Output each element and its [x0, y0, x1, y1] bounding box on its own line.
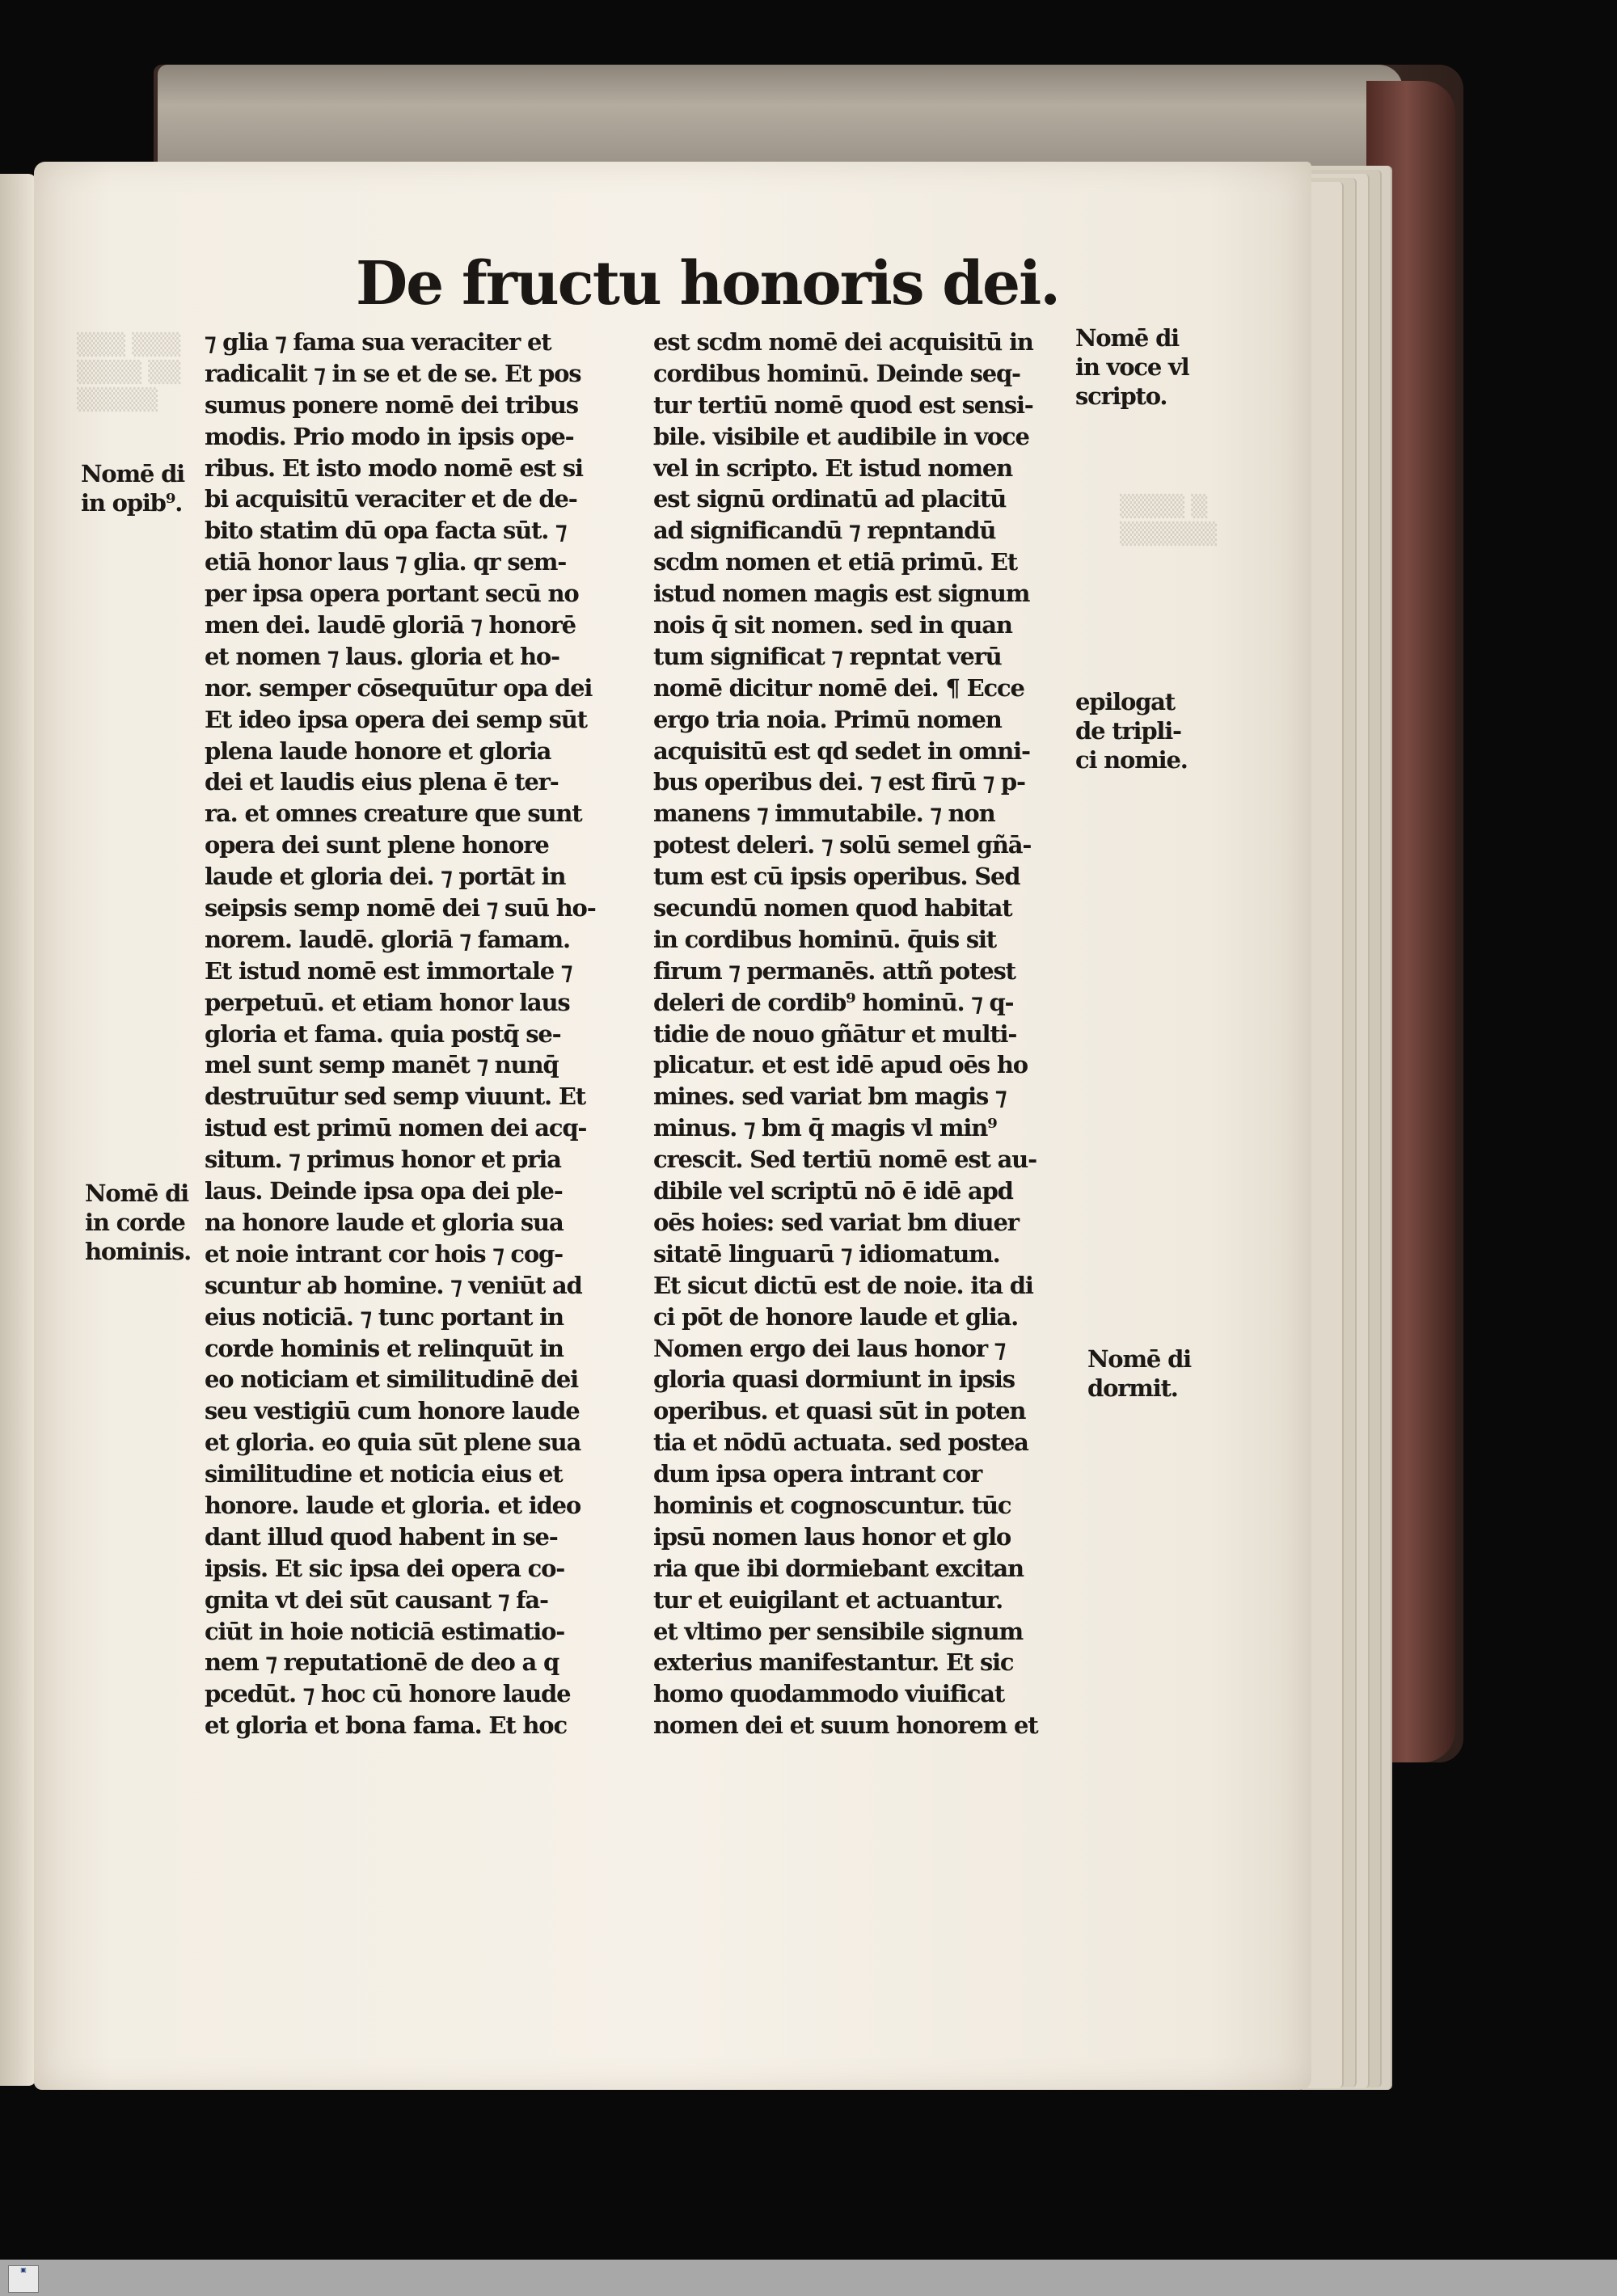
text-line: tur et euigilant et actuantur. [653, 1585, 1003, 1614]
text-line: scdm nomen et etiā primū. Et [653, 548, 1017, 576]
text-line: bito statim dū opa facta sūt. ⁊ [205, 517, 567, 545]
text-line: dant illud quod habent in se- [205, 1522, 558, 1551]
text-line: acquisitū est qd sedet in omni- [653, 736, 1030, 765]
text-line: et gloria et bona fama. Et hoc [205, 1711, 567, 1740]
text-line: et noie intrant cor hois ⁊ cog- [205, 1239, 563, 1268]
margin-note-right-1 [1075, 323, 1188, 411]
facing-page-edge [0, 174, 36, 2086]
text-line: potest deleri. ⁊ solū semel gñā- [653, 831, 1032, 859]
text-line: seipsis semp nomē dei ⁊ suū ho- [205, 894, 596, 922]
text-line: situm. ⁊ primus honor et pria [205, 1146, 561, 1174]
text-line: norem. laudē. gloriā ⁊ famam. [205, 925, 570, 953]
text-line: bi acquisitū veraciter et de de- [205, 485, 577, 513]
text-line: tum est cū ipsis operibus. Sed [653, 863, 1020, 891]
text-line: Nomen ergo dei laus honor ⁊ [653, 1334, 1006, 1362]
margin-note-line: de tripli- [1075, 717, 1181, 745]
margin-note-line: epilogat [1075, 688, 1175, 715]
text-line: gloria quasi dormiunt in ipsis [653, 1365, 1015, 1394]
text-line: similitudine et noticia eius et [205, 1460, 563, 1488]
viewer-footer-bar [0, 2260, 1617, 2296]
text-line: vel in scripto. Et istud nomen [653, 454, 1013, 482]
page-leaf [1308, 182, 1344, 2088]
text-line: bile. visibile et audibile in voce [653, 422, 1029, 450]
text-line: sumus ponere nomē dei tribus [205, 390, 578, 419]
text-line: homo quodammodo viuificat [653, 1680, 1005, 1708]
text-line: Et sicut dictū est de noie. ita di [653, 1271, 1033, 1299]
text-line: istud nomen magis est signum [653, 580, 1030, 608]
text-line: tum significat ⁊ repntat verū [653, 642, 1002, 670]
text-line: na honore laude et gloria sua [205, 1208, 564, 1236]
page-edges-top [158, 65, 1403, 166]
text-line: ad significandū ⁊ repntandū [653, 517, 996, 545]
text-line: men dei. laudē gloriā ⁊ honorē [205, 611, 576, 639]
text-line: sitatē linguarū ⁊ idiomatum. [653, 1239, 1000, 1268]
margin-note-line: in opib⁹. [81, 489, 183, 517]
text-line: est signū ordinatū ad placitū [653, 485, 1007, 513]
text-column-left [205, 327, 641, 1741]
text-line: ribus. Et isto modo nomē est si [205, 454, 583, 482]
text-line: et gloria. eo quia sūt plene sua [205, 1429, 581, 1457]
text-line: tur tertiū nomē quod est sensi- [653, 390, 1033, 419]
margin-note-right-2 [1075, 687, 1188, 774]
text-line: operibus. et quasi sūt in poten [653, 1397, 1026, 1425]
text-line: istud est primū nomen dei acq- [205, 1114, 587, 1142]
text-line: dei et laudis eius plena ē ter- [205, 768, 559, 796]
text-line: laude et gloria dei. ⁊ portāt in [205, 863, 566, 891]
text-line: gnita vt dei sūt causant ⁊ fa- [205, 1585, 548, 1614]
margin-note-left-2 [85, 1179, 191, 1266]
text-line: ci pōt de honore laude et glia. [653, 1302, 1019, 1331]
text-line: firum ⁊ permanēs. attñ potest [653, 956, 1015, 985]
text-line: nomen dei et suum honorem et [653, 1711, 1038, 1740]
text-line: plicatur. et est idē apud oēs ho [653, 1051, 1028, 1079]
margin-note-line: in corde [85, 1209, 185, 1236]
text-line: laus. Deinde ipsa opa dei ple- [205, 1177, 563, 1205]
text-line: scuntur ab homine. ⁊ veniūt ad [205, 1271, 582, 1299]
text-line: hominis et cognoscuntur. tūc [653, 1491, 1011, 1519]
text-line: nor. semper cōsequūtur opa dei [205, 673, 593, 702]
margin-note-line: Nomē di [1075, 324, 1179, 352]
margin-note-line: Nomē di [1087, 1345, 1191, 1373]
text-line: opera dei sunt plene honore [205, 831, 549, 859]
text-line: tidie de nouo gñātur et multi- [653, 1019, 1017, 1048]
text-line: crescit. Sed tertiū nomē est au- [653, 1146, 1036, 1174]
text-line: exterius manifestantur. Et sic [653, 1648, 1014, 1677]
text-line: eo noticiam et similitudinē dei [205, 1365, 578, 1394]
text-line: radicalit ⁊ in se et de se. Et pos [205, 359, 581, 387]
text-line: ergo tria noia. Primū nomen [653, 705, 1002, 733]
margin-note-line: Nomē di [85, 1180, 188, 1207]
text-line: mel sunt semp manēt ⁊ nunq̄ [205, 1051, 559, 1079]
text-line: ipsis. Et sic ipsa dei opera co- [205, 1554, 565, 1582]
text-line: gloria et fama. quia postq̄ se- [205, 1019, 561, 1048]
text-line: et vltimo per sensibile signum [653, 1617, 1023, 1645]
library-logo-icon: ▣ [8, 2265, 39, 2293]
text-line: seu vestigiū cum honore laude [205, 1397, 580, 1425]
text-line: nomē dicitur nomē dei. ¶ Ecce [653, 673, 1024, 702]
text-line: ⁊ glia ⁊ fama sua veraciter et [205, 328, 551, 356]
margin-note-line: in voce vl [1075, 353, 1189, 381]
text-line: deleri de cordib⁹ hominū. ⁊ q- [653, 988, 1014, 1016]
text-line: est scdm nomē dei acquisitū in [653, 328, 1033, 356]
text-line: dum ipsa opera intrant cor [653, 1460, 982, 1488]
margin-note-line: scripto. [1075, 382, 1167, 410]
text-line: cordibus hominū. Deinde seq- [653, 359, 1020, 387]
margin-note-line: ci nomie. [1075, 746, 1188, 774]
text-line: dibile vel scriptū nō ē idē apd [653, 1177, 1013, 1205]
margin-note-line: hominis. [85, 1238, 192, 1265]
text-line: nois q̄ sit nomen. sed in quan [653, 611, 1012, 639]
text-line: ria que ibi dormiebant excitan [653, 1554, 1024, 1582]
margin-note-right-3 [1087, 1344, 1191, 1403]
text-line: manens ⁊ immutabile. ⁊ non [653, 800, 995, 828]
text-line: et nomen ⁊ laus. gloria et ho- [205, 642, 559, 670]
text-line: oēs hoies: sed variat bm diuer [653, 1208, 1019, 1236]
text-line: in cordibus hominū. q̄uis sit [653, 925, 996, 953]
text-line: tia et nōdū actuata. sed postea [653, 1429, 1028, 1457]
margin-note-line: Nomē di [81, 460, 184, 487]
text-line: corde hominis et relinquūt in [205, 1334, 564, 1362]
margin-note-line: dormit. [1087, 1374, 1178, 1402]
text-line: plena laude honore et gloria [205, 736, 551, 765]
text-line: bus operibus dei. ⁊ est firū ⁊ p- [653, 768, 1025, 796]
text-line: etiā honor laus ⁊ glia. qr sem- [205, 548, 567, 576]
text-line: ra. et omnes creature que sunt [205, 800, 582, 828]
text-line: mines. sed variat bm magis ⁊ [653, 1083, 1007, 1111]
text-line: nem ⁊ reputationē de deo a q [205, 1648, 559, 1677]
text-line: modis. Prio modo in ipsis ope- [205, 422, 574, 450]
show-through-text: ▒▒▒ ▒▒▒ ▒▒▒▒ ▒▒ ▒▒▒▒▒ [77, 333, 181, 412]
text-column-right [653, 327, 1086, 1741]
text-line: perpetuū. et etiam honor laus [205, 988, 570, 1016]
show-through-text: ▒▒▒▒ ▒ ▒▒▒▒▒▒ [1120, 495, 1217, 547]
margin-note-left-1 [81, 459, 184, 517]
page-title: De fructu honoris dei. [356, 249, 1059, 319]
text-line: Et istud nomē est immortale ⁊ [205, 956, 572, 985]
text-line: per ipsa opera portant secū no [205, 580, 579, 608]
text-line: eius noticiā. ⁊ tunc portant in [205, 1302, 564, 1331]
text-line: minus. ⁊ bm q̄ magis vl min⁹ [653, 1114, 997, 1142]
text-line: ipsū nomen laus honor et glo [653, 1522, 1011, 1551]
text-line: ciūt in hoie noticiā estimatio- [205, 1617, 565, 1645]
text-line: Et ideo ipsa opera dei semp sūt [205, 705, 587, 733]
text-line: destruūtur sed semp viuunt. Et [205, 1083, 585, 1111]
text-line: secundū nomen quod habitat [653, 894, 1012, 922]
text-line: pcedūt. ⁊ hoc cū honore laude [205, 1680, 571, 1708]
text-line: honore. laude et gloria. et ideo [205, 1491, 581, 1519]
